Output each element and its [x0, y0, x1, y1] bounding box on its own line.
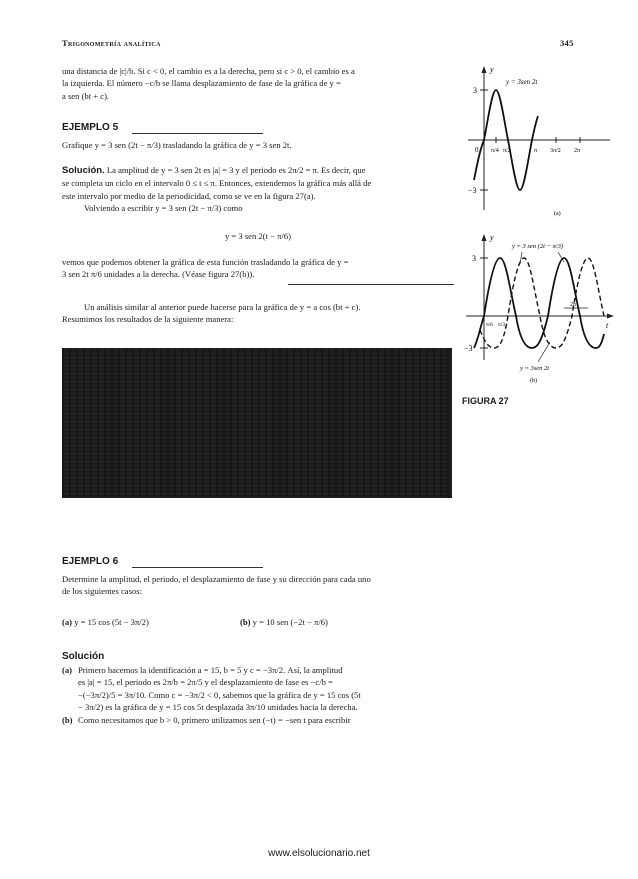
end-rule	[288, 284, 454, 285]
figure-caption: FIGURA 27	[462, 396, 509, 406]
solution-line: es |a| = 15, el periodo es 2π/b = 2π/5 y el desplazamiento de fase es −c/b =	[78, 677, 333, 688]
solution-line: Como necesitamos que b > 0, primero utilizamos sen (−t) = −sen t para escribir	[78, 714, 351, 725]
summary-table-image	[62, 348, 452, 498]
example-5-statement: Grafique y = 3 sen (2t − π/3) trasladando la gráfica de y = 3 sen 2t.	[62, 140, 292, 150]
tick-label: π/4	[491, 148, 499, 154]
example-6-statement	[62, 573, 454, 598]
example-6-solution	[62, 664, 454, 726]
y-axis-label: y	[490, 65, 494, 74]
curve-label: y = 3sen 2t	[506, 78, 538, 86]
origin-label: 0	[475, 146, 479, 154]
tick-label: 3	[472, 254, 476, 263]
example-5-solution	[62, 164, 454, 215]
solution-line: Primero hacemos la identificación a = 15, b = 5 y c = −3π/2. Así, la amplitud	[78, 665, 343, 675]
item-label: (b)	[62, 714, 73, 725]
case-equation: y = 10 sen (−2t − π/6)	[252, 617, 328, 627]
solution-line: vemos que podemos obtener la gráfica de esta función trasladando la gráfica de y =	[62, 257, 349, 267]
solution-line: este intervalo por medio de la periodicidad, como se ve en la figura 27(a).	[62, 190, 316, 201]
case-equation: y = 15 cos (5t − 3π/2)	[74, 617, 149, 627]
example-5-conclusion	[62, 256, 454, 281]
case-label: (a)	[62, 617, 73, 627]
curve-label: y = 3sen 2t	[520, 365, 550, 372]
tick-label: π/6	[486, 322, 494, 328]
tick-label: 2π	[574, 148, 581, 154]
heading-rule	[132, 133, 263, 134]
footer-url[interactable]: www.elsolucionario.net	[268, 848, 370, 859]
case-a	[62, 616, 222, 636]
intro-line: la izquierda. El número −c/b se llama desplazamiento de fase de la gráfica de y =	[62, 78, 341, 89]
figure-27b	[460, 230, 615, 395]
summary-paragraph	[62, 301, 454, 326]
tick-label: π/3	[498, 322, 506, 328]
solution-line: se completa un ciclo en el intervalo 0 ≤ t ≤ π. Entonces, extendemos la gráfica más allá de	[62, 178, 372, 189]
solution-line: 3 sen 2t π/6 unidades a la derecha. (Véase figura 27(b)).	[62, 269, 255, 280]
subfigure-label: (a)	[554, 211, 561, 217]
intro-paragraph	[62, 65, 454, 102]
y-axis-arrow-icon	[482, 66, 487, 73]
solution-line: − 3π/2) es la gráfica de y = 15 cos 5t desplazada 3π/10 unidades hacia la derecha.	[78, 702, 358, 713]
x-axis-arrow-icon	[607, 314, 614, 319]
tick-label: π/2	[503, 148, 511, 154]
t-axis-label: t	[606, 321, 609, 330]
intro-line: a sen (bt + c).	[62, 90, 110, 101]
label-pointer	[520, 252, 522, 264]
example-5-heading: EJEMPLO 5	[62, 122, 119, 133]
curve-label: y = 3 sen (2t − π/3)	[512, 243, 564, 250]
tick-label: 2π	[570, 302, 577, 308]
example-6-solution-heading: Solución	[62, 651, 105, 662]
summary-line: Un análisis similar al anterior puede hacerse para la gráfica de y = a cos (bt + c).	[84, 302, 361, 312]
sine-curve	[474, 258, 604, 348]
tick-label: −3	[468, 186, 477, 195]
case-label: (b)	[240, 617, 251, 627]
running-title: Trigonometría analítica	[62, 38, 161, 48]
subfigure-label: (b)	[530, 378, 537, 384]
tick-label: 3	[473, 86, 477, 95]
solution-line: −(−3π/2)/5 = 3π/10. Como c = −3π/2 < 0, sabemos que la gráfica de y = 15 cos (5t	[78, 689, 361, 700]
example-6-heading: EJEMPLO 6	[62, 556, 119, 567]
statement-line: de los siguientes casos:	[62, 586, 142, 597]
solution-line: Volviendo a escribir y = 3 sen (2t − π/3) como	[84, 203, 243, 214]
item-label: (a)	[62, 665, 73, 675]
tick-label: 3π/2	[550, 148, 561, 154]
tick-label: −3	[464, 344, 473, 353]
solution-label: Solución.	[62, 165, 105, 176]
tick-label: π	[534, 148, 538, 154]
page-number: 345	[560, 38, 574, 48]
y-axis-arrow-icon	[482, 234, 487, 241]
case-b	[240, 616, 440, 636]
example-5-equation: y = 3 sen 2(t − π/6)	[224, 231, 292, 241]
summary-line: Resumimos los resultados de la siguiente manera:	[62, 314, 234, 325]
statement-line: Determine la amplitud, el periodo, el desplazamiento de fase y su dirección para cada uno	[62, 574, 371, 584]
intro-line: una distancia de |c|/b. Si c < 0, el cambio es a la derecha, pero si c > 0, el cambio es a	[62, 66, 355, 76]
figure-27a	[462, 60, 612, 225]
solution-line: La amplitud de y = 3 sen 2t es |a| = 3 y el periodo es 2π/2 = π. Es decir, que	[104, 165, 366, 175]
label-pointer	[538, 342, 550, 362]
y-axis-label: y	[490, 233, 494, 242]
heading-rule	[132, 567, 263, 568]
